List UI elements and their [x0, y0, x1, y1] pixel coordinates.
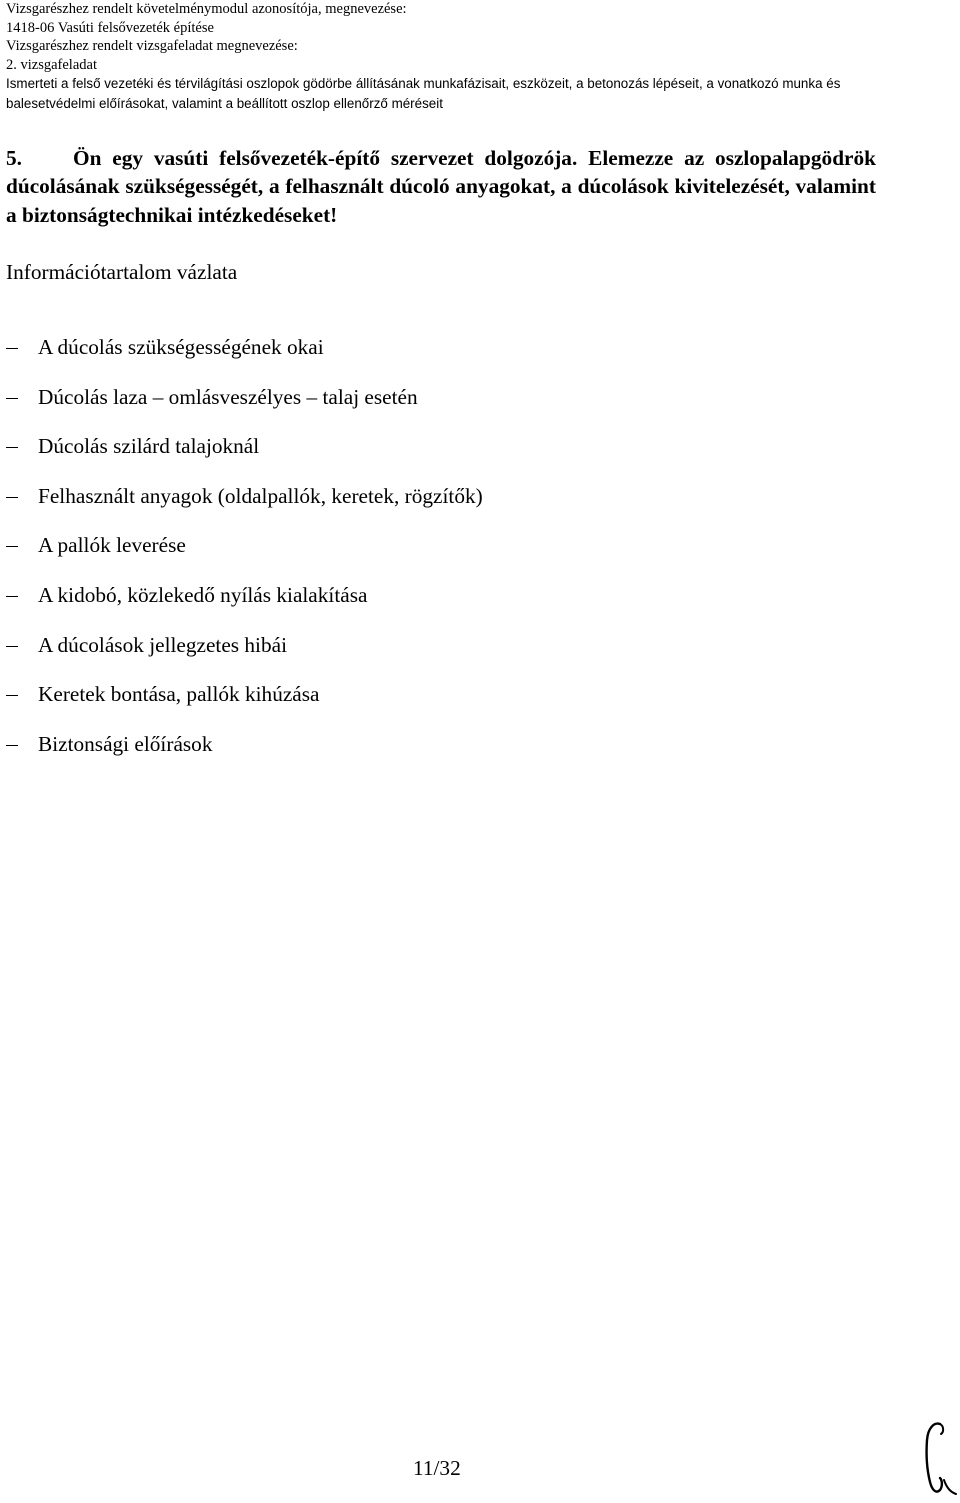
handwritten-signature	[918, 1418, 958, 1498]
exam-task-description-line1: Ismerteti a felső vezetéki és térvilágítási oszlopok gödörbe állításának munkafázisait, eszközeit, a betonozás lépéseit, a vonatkozó munka és	[6, 76, 841, 91]
exam-task-name: 2. vizsgafeladat	[6, 56, 97, 73]
dash-bullet-icon	[6, 398, 18, 399]
outline-item-text: A dúcolások jellegzetes hibái	[38, 632, 287, 657]
outline-item-text: Biztonsági előírások	[38, 731, 213, 756]
dash-bullet-icon	[6, 695, 18, 696]
page-header	[6, 0, 951, 114]
dash-bullet-icon	[6, 745, 18, 746]
module-label: Vizsgarészhez rendelt követelménymodul azonosítója, megnevezése:	[6, 1, 407, 17]
dash-bullet-icon	[6, 447, 18, 448]
outline-item-text: A pallók leverése	[38, 533, 186, 558]
module-name: 1418-06 Vasúti felsővezeték építése	[6, 19, 214, 36]
page-number: 11/32	[413, 1456, 461, 1480]
exam-task-label: Vizsgarészhez rendelt vizsgafeladat megnevezése:	[6, 38, 298, 54]
outline-item-text: Dúcolás szilárd talajoknál	[38, 434, 260, 459]
task-text: Ön egy vasúti felsővezeték-építő szervezet dolgozója. Elemezze az oszlopalapgödrök dúcolásának szükségességét, a felhasznált dúcoló anyagokat, a dúcolások kivitelezését, valamint a biztonságtechnikai intézkedéseket!	[6, 146, 876, 227]
exam-task-description-line2: balesetvédelmi előírásokat, valamint a beállított oszlop ellenőrző méréseit	[6, 96, 443, 111]
dash-bullet-icon	[6, 646, 18, 647]
outline-item-text: Dúcolás laza – omlásveszélyes – talaj esetén	[38, 384, 418, 409]
outline-item-text: Felhasznált anyagok (oldalpallók, keretek, rögzítők)	[38, 483, 483, 508]
task-statement	[6, 144, 876, 229]
dash-bullet-icon	[6, 348, 18, 349]
outline-item-text: A dúcolás szükségességének okai	[38, 335, 324, 359]
task-number: 5.	[6, 146, 22, 170]
dash-bullet-icon	[6, 497, 18, 498]
dash-bullet-icon	[6, 596, 18, 597]
outline-title: Információtartalom vázlata	[6, 260, 238, 284]
outline-item-text: Keretek bontása, pallók kihúzása	[38, 682, 320, 707]
dash-bullet-icon	[6, 546, 18, 547]
outline-item-text: A kidobó, közlekedő nyílás kialakítása	[38, 582, 368, 607]
